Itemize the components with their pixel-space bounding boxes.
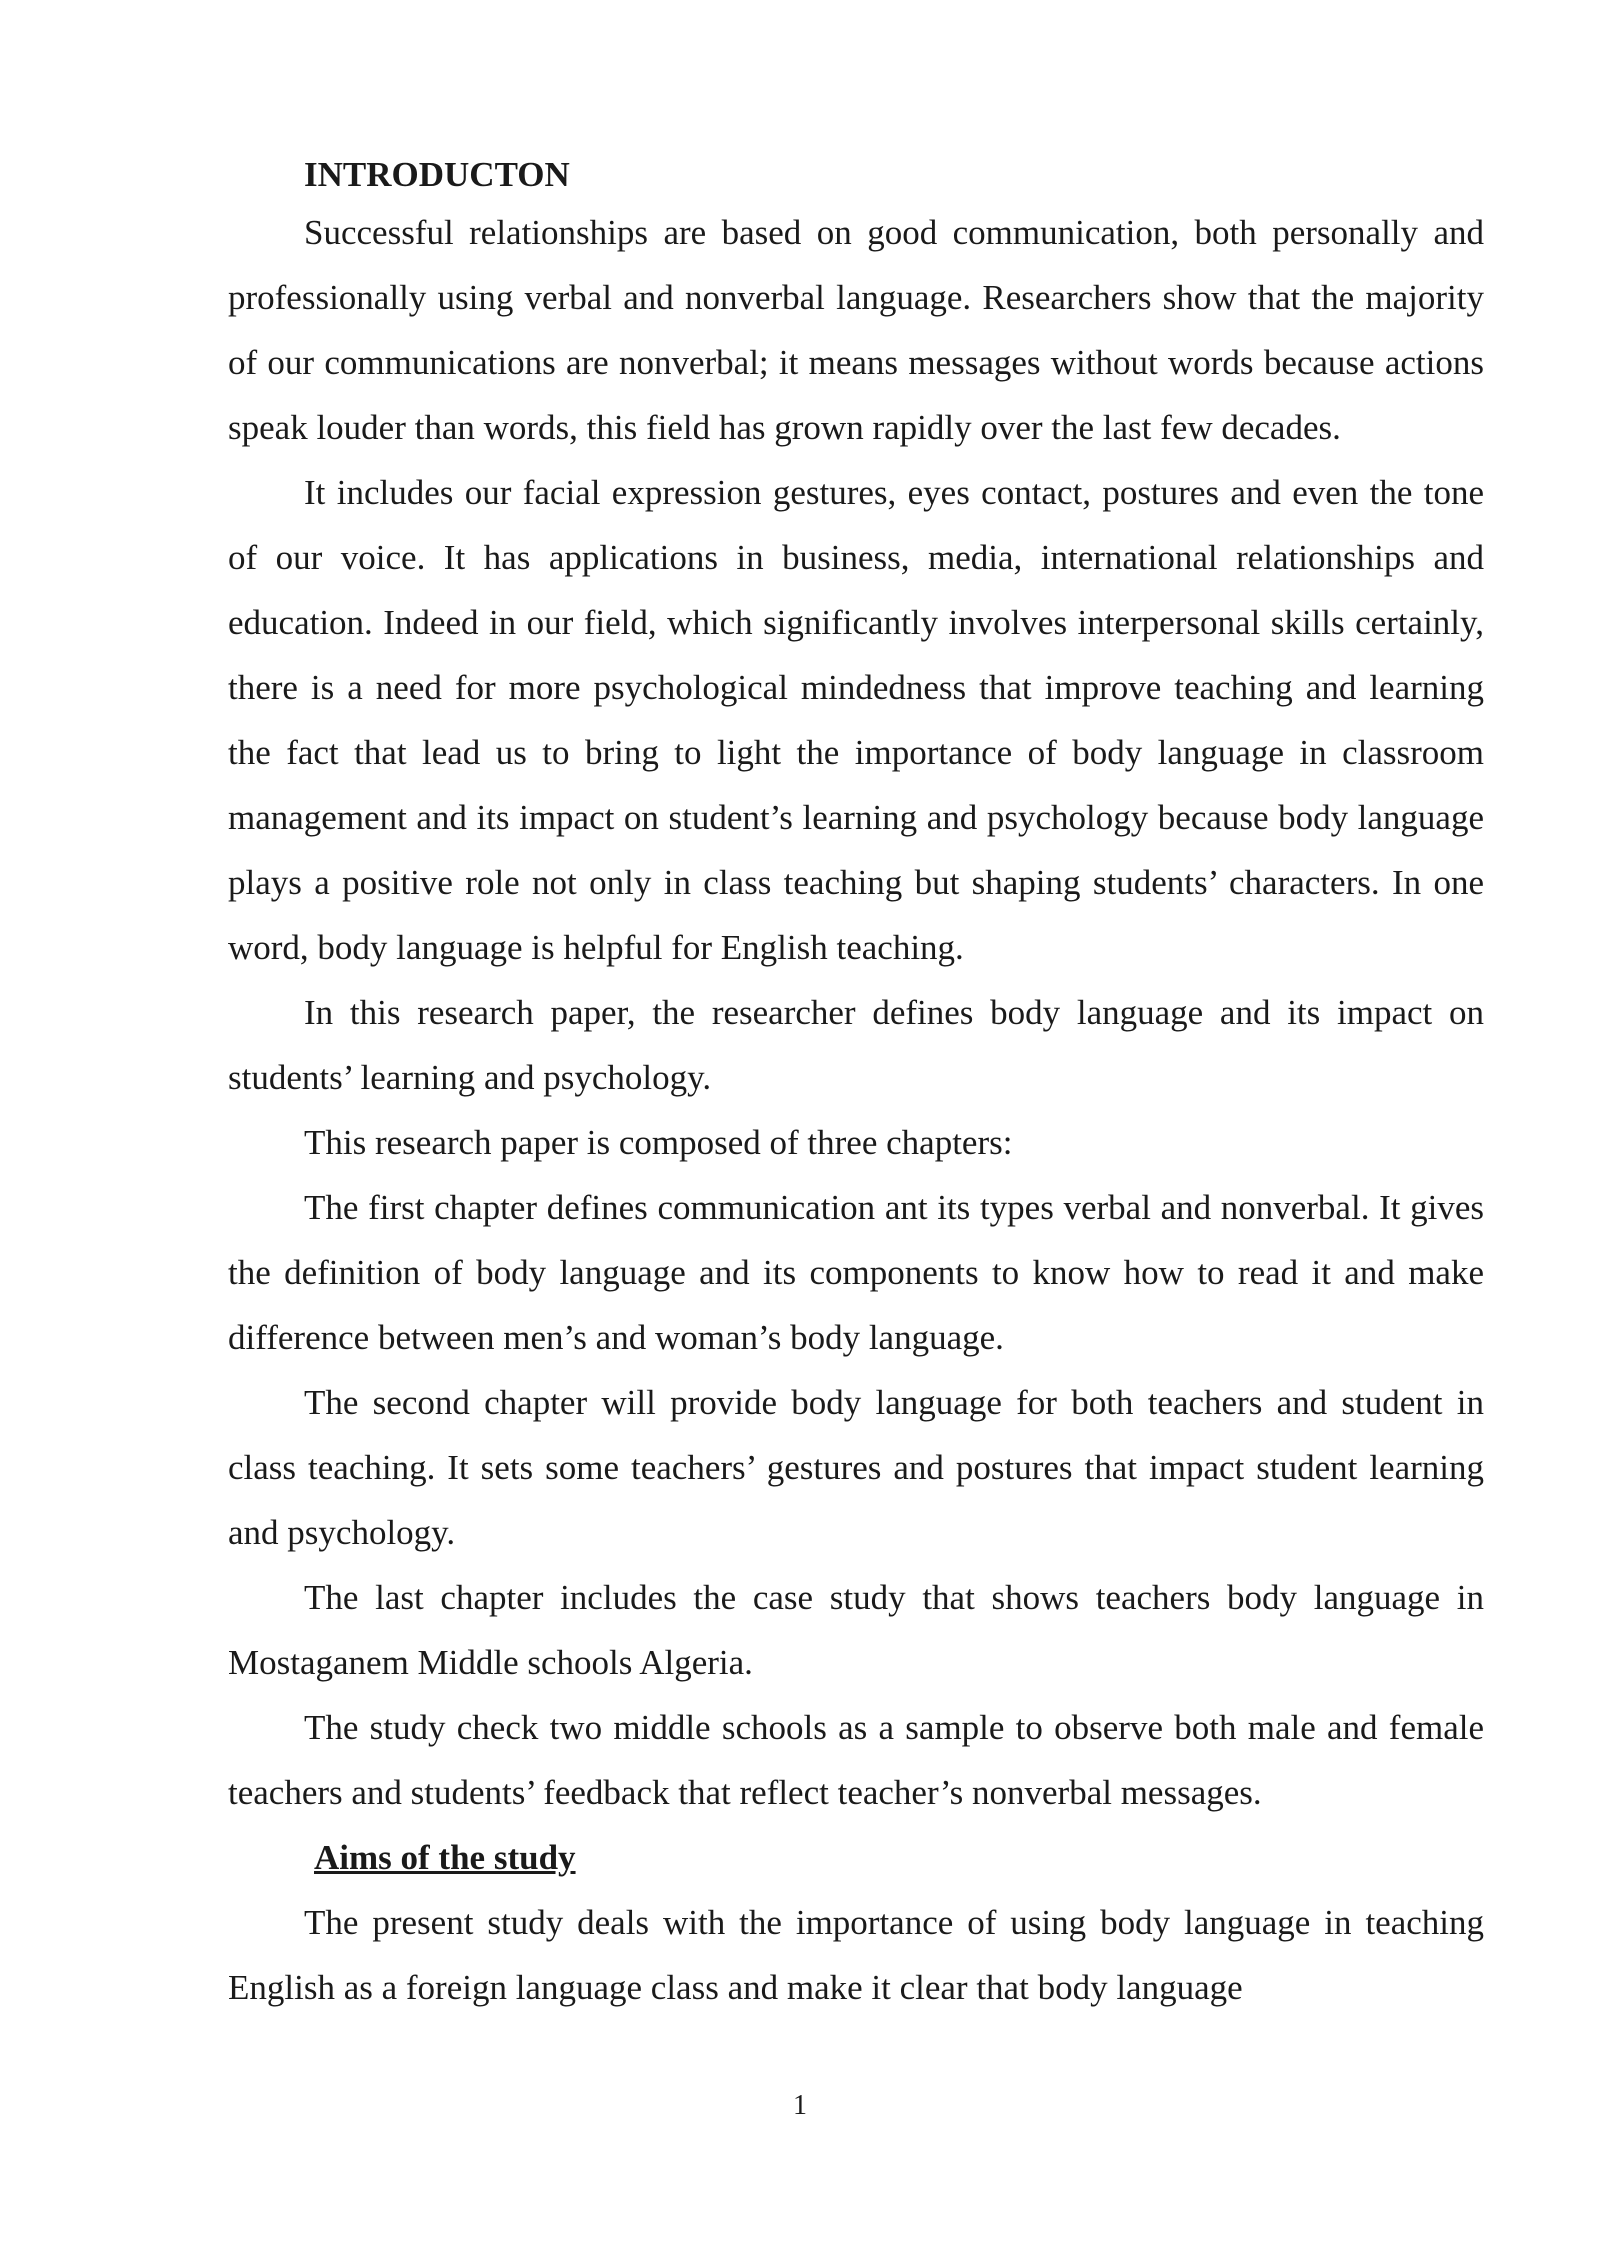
paragraph: The first chapter defines communication ant its types verbal and nonverbal. It gives the definition of body language and its components to know how to read it and make difference between men’s and woman’s body language.	[228, 1188, 1484, 1357]
page-number: 1	[793, 2090, 807, 2121]
paragraph: In this research paper, the researcher defines body language and its impact on students’ learning and psychology.	[228, 993, 1484, 1097]
page-content	[228, 150, 1484, 2020]
paragraph: The last chapter includes the case study that shows teachers body language in Mostaganem Middle schools Algeria.	[228, 1578, 1484, 1682]
paragraph: It includes our facial expression gestures, eyes contact, postures and even the tone of our voice. It has applications in business, media, international relationships and education. Indeed in our field, which significantly involves interpersonal skills certainly, there is a need for more psychological mindedness that improve teaching and learning the fact that lead us to bring to light the importance of body language in classroom management and its impact on student’s learning and psychology because body language plays a positive role not only in class teaching but shaping students’ characters. In one word, body language is helpful for English teaching.	[228, 473, 1484, 967]
paragraph: This research paper is composed of three chapters:	[304, 1123, 1013, 1162]
subsection-heading: Aims of the study	[314, 1838, 576, 1877]
paragraph: Successful relationships are based on good communication, both personally and professionally using verbal and nonverbal language. Researchers show that the majority of our communications are nonverbal; it means messages without words because actions speak louder than words, this field has grown rapidly over the last few decades.	[228, 213, 1484, 447]
section-heading: INTRODUCTON	[304, 155, 570, 194]
paragraph: The study check two middle schools as a sample to observe both male and female teachers and students’ feedback that reflect teacher’s nonverbal messages.	[228, 1708, 1484, 1812]
paragraph: The present study deals with the importance of using body language in teaching English as a foreign language class and make it clear that body language	[228, 1903, 1484, 2007]
paragraph: The second chapter will provide body language for both teachers and student in class teaching. It sets some teachers’ gestures and postures that impact student learning and psychology.	[228, 1383, 1484, 1552]
